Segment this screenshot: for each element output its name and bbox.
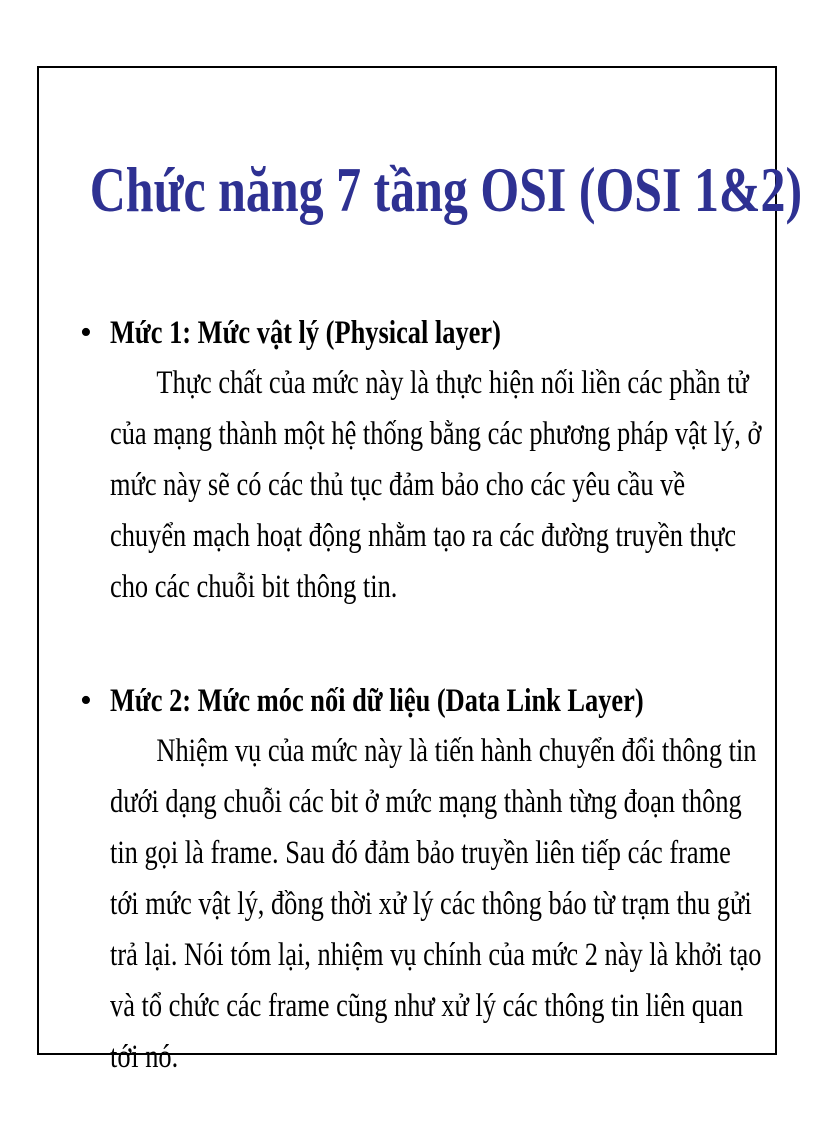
bullet-heading: Mức 2: Mức móc nối dữ liệu (Data Link Layer) bbox=[110, 683, 644, 719]
bullet-item-physical-layer bbox=[80, 308, 770, 613]
bullet-dot-icon: • bbox=[80, 682, 92, 719]
bullet-item-data-link-layer bbox=[80, 676, 770, 1083]
bullet-body: Thực chất của mức này là thực hiện nối liền các phần tử của mạng thành một hệ thống bằng các phương pháp vật lý, ở mức này sẽ có các thủ tục đảm bảo cho các yêu cầu về chuyển mạch hoạt động nhằm tạo ra các đường truyền thực cho các chuỗi bit thông tin. bbox=[110, 365, 762, 605]
bullet-body: Nhiệm vụ của mức này là tiến hành chuyển đổi thông tin dưới dạng chuỗi các bit ở mức mạng thành từng đoạn thông tin gọi là frame. Sau đó đảm bảo truyền liên tiếp các frame tới mức vật lý, đồng thời xử lý các thông báo từ trạm thu gửi trả lại. Nói tóm lại, nhiệm vụ chính của mức 2 này là khởi tạo và tổ chức các frame cũng như xử lý các thông tin liên quan tới nó. bbox=[110, 733, 762, 1075]
bullet-heading: Mức 1: Mức vật lý (Physical layer) bbox=[110, 315, 501, 351]
bullet-dot-icon: • bbox=[80, 314, 92, 351]
slide-title: Chức năng 7 tầng OSI (OSI 1&2) bbox=[89, 154, 803, 225]
